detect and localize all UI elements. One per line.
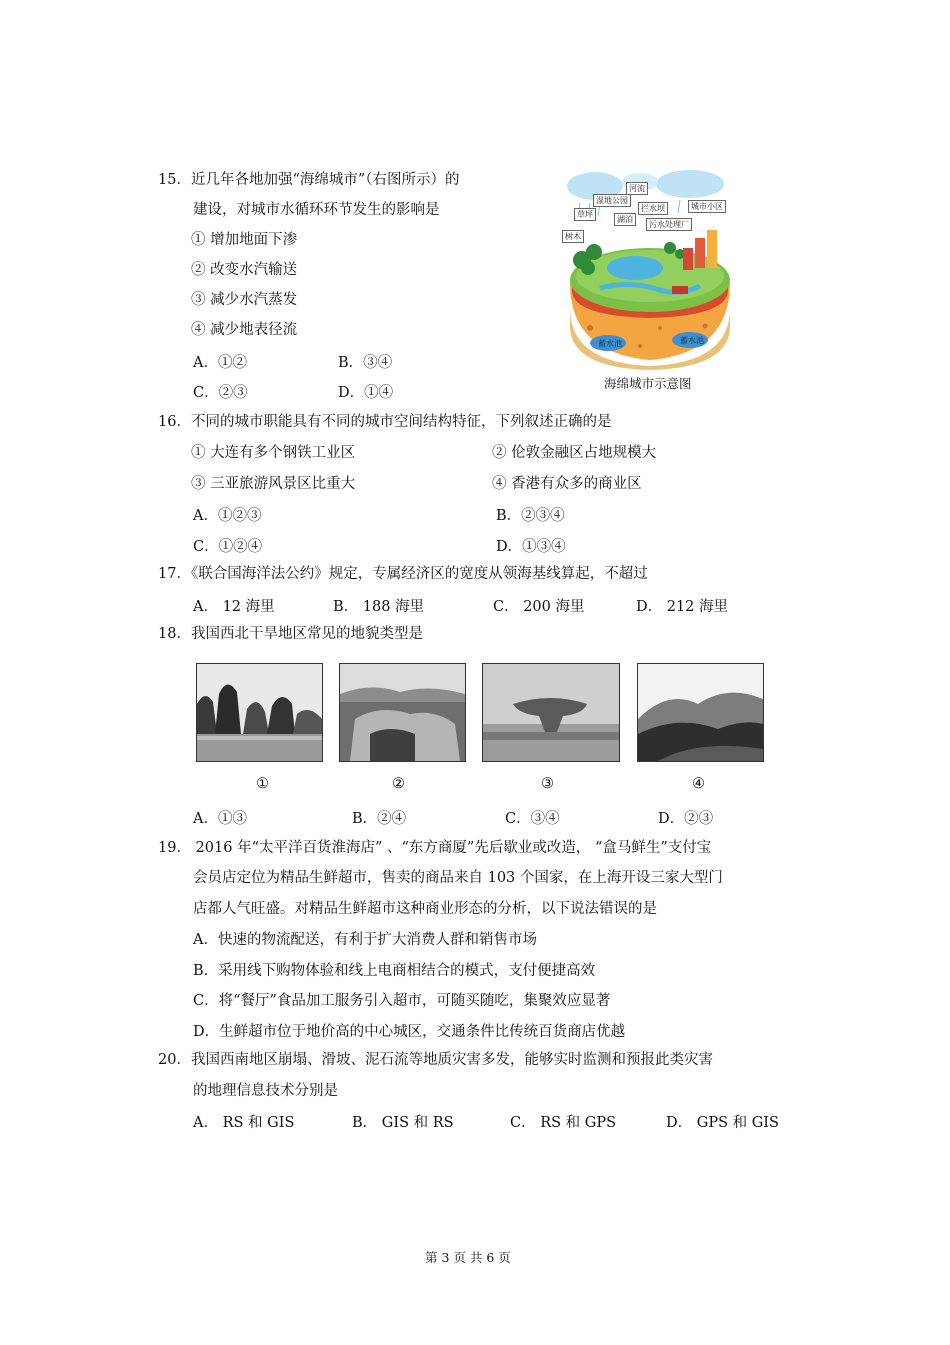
figure-label-lake: 湖泊: [614, 213, 636, 226]
landform-label-2: ②: [392, 776, 405, 792]
q15-option-c: C．②③: [193, 385, 248, 401]
sponge-city-figure: [560, 168, 740, 373]
figure-label-residential: 城市小区: [688, 200, 726, 213]
figure-label-lawn: 草坪: [574, 208, 596, 221]
q18-option-c: C．③④: [505, 811, 560, 827]
q18-option-a: A．①③: [193, 811, 247, 827]
figure-label-wetland-park: 湿地公园: [593, 194, 631, 207]
q18-option-b: B．②④: [352, 811, 407, 827]
figure-label-dam: 拦水坝: [638, 202, 668, 215]
figure-label-river: 河流: [626, 182, 648, 195]
q19-stem-line2: 会员店定位为精品生鲜超市，售卖的商品来自 103 个国家，在上海开设三家大型门: [193, 870, 723, 886]
q17-option-d: D． 212 海里: [636, 599, 729, 615]
q16-item-4: ④ 香港有众多的商业区: [492, 476, 642, 492]
q16-item-3: ③ 三亚旅游风景区比重大: [191, 476, 356, 492]
q20-stem-line1: 20．我国西南地区崩塌、滑坡、泥石流等地质灾害多发，能够实时监测和预报此类灾害: [158, 1052, 713, 1068]
q15-item-4: ④ 减少地表径流: [191, 322, 298, 338]
q17-option-c: C． 200 海里: [493, 599, 585, 615]
q16-option-c: C．①②④: [193, 539, 263, 555]
q20-option-b: B． GIS 和 RS: [352, 1115, 454, 1131]
figure-label-reservoir-right: 蓄水池: [680, 336, 704, 345]
q15-item-1: ① 增加地面下渗: [191, 232, 298, 248]
q15-stem-line1: 15．近几年各地加强“海绵城市”（右图所示）的: [158, 172, 460, 188]
q15-stem-line2: 建设，对城市水循环环节发生的影响是: [193, 202, 440, 218]
q16-option-b: B．②③④: [496, 508, 565, 524]
q18-stem: 18．我国西北干旱地区常见的地貌类型是: [158, 626, 423, 642]
landform-label-3: ③: [541, 776, 554, 792]
q20-option-a: A． RS 和 GIS: [193, 1115, 295, 1131]
q17-option-b: B． 188 海里: [333, 599, 425, 615]
landform-photo-2: [339, 663, 466, 762]
landform-photo-4: [637, 663, 764, 762]
q16-item-1: ① 大连有多个钢铁工业区: [191, 445, 356, 461]
q19-option-a: A．快速的物流配送，有利于扩大消费人群和销售市场: [193, 932, 537, 948]
landform-label-1: ①: [256, 776, 269, 792]
figure-caption: 海绵城市示意图: [604, 376, 692, 391]
q18-option-d: D．②③: [658, 811, 714, 827]
figure-label-trees: 树木: [562, 230, 584, 243]
q20-option-c: C． RS 和 GPS: [510, 1115, 617, 1131]
q15-option-d: D．①④: [338, 385, 394, 401]
q17-option-a: A． 12 海里: [193, 599, 275, 615]
q17-stem: 17．《联合国海洋法公约》规定，专属经济区的宽度从领海基线算起，不超过: [158, 566, 648, 582]
landform-photo-3: [482, 663, 620, 762]
figure-label-sewage-plant: 污水处理厂: [646, 218, 692, 231]
q15-option-a: A．①②: [193, 355, 247, 371]
q19-stem-line3: 店都人气旺盛。对精品生鲜超市这种商业形态的分析，以下说法错误的是: [193, 901, 657, 917]
q19-option-b: B．采用线下购物体验和线上电商相结合的模式，支付便捷高效: [193, 963, 596, 979]
q15-item-3: ③ 减少水汽蒸发: [191, 292, 298, 308]
landform-label-4: ④: [692, 776, 705, 792]
q16-stem: 16．不同的城市职能具有不同的城市空间结构特征，下列叙述正确的是: [158, 414, 612, 430]
q20-stem-line2: 的地理信息技术分别是: [193, 1083, 338, 1099]
q19-option-c: C．将“餐厅”食品加工服务引入超市，可随买随吃，集聚效应显著: [193, 993, 611, 1009]
q16-option-a: A．①②③: [193, 508, 262, 524]
page-footer: 第 3 页 共 6 页: [425, 1250, 511, 1265]
sponge-city-illustration: [560, 168, 740, 373]
q20-option-d: D． GPS 和 GIS: [666, 1115, 779, 1131]
q19-option-d: D．生鲜超市位于地价高的中心城区，交通条件比传统百货商店优越: [193, 1024, 626, 1040]
q15-option-b: B．③④: [338, 355, 393, 371]
q16-item-2: ② 伦敦金融区占地规模大: [492, 445, 657, 461]
figure-label-reservoir-left: 蓄水池: [598, 339, 622, 348]
q16-option-d: D．①③④: [496, 539, 566, 555]
q15-item-2: ② 改变水汽输送: [191, 262, 298, 278]
q19-stem-line1: 19． 2016 年“太平洋百货淮海店” 、“东方商厦”先后歇业或改造， “盒马鲜生”支付宝: [158, 840, 712, 856]
landform-photo-1: [196, 663, 323, 762]
